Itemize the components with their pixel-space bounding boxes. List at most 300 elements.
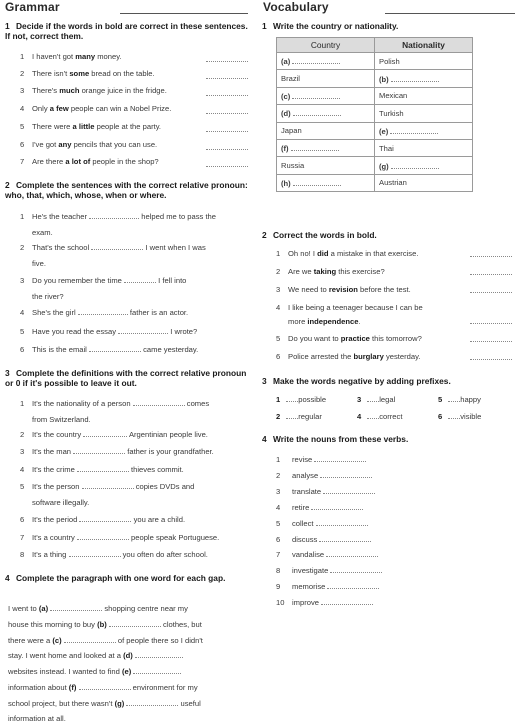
item-text: I wrote?	[168, 327, 198, 336]
item-number: 4	[20, 308, 25, 317]
item-text: people speak Portuguese.	[128, 533, 220, 542]
grammar-title: Grammar	[5, 0, 60, 14]
item-bold-word: taking	[313, 267, 337, 276]
answer-blank[interactable]	[391, 161, 439, 169]
cell-text: (e)	[379, 126, 389, 136]
item-text: She's the girl	[32, 308, 78, 317]
item-bold-word: any	[58, 140, 72, 149]
item-word: improve	[292, 598, 322, 608]
item-number: 2	[20, 69, 25, 78]
grammar-ex2-item	[20, 305, 252, 321]
item-bold-word: did	[317, 249, 329, 258]
table-row	[277, 139, 473, 156]
grammar-ex2-item	[20, 324, 252, 340]
paragraph-line	[8, 714, 66, 723]
answer-blank[interactable]	[367, 411, 379, 419]
item-text: We need to	[288, 285, 329, 294]
item-text: copies DVDs and	[133, 482, 195, 491]
answer-blank[interactable]	[323, 486, 375, 494]
item-number: 5	[276, 518, 281, 528]
prefix-item	[276, 394, 326, 404]
gap-letter: (a)	[38, 604, 49, 613]
item-word: vandalise	[292, 550, 327, 560]
answer-blank[interactable]	[73, 446, 125, 454]
item-number: 7	[20, 533, 25, 542]
item-text: Police arrested the	[288, 352, 354, 361]
item-text: There isn't	[32, 69, 70, 78]
item-text: father is your grandfather.	[125, 447, 214, 456]
item-text: more	[288, 317, 308, 326]
item-number: 4	[276, 303, 281, 312]
answer-blank[interactable]	[327, 581, 379, 589]
grammar-ex1-item	[20, 69, 155, 78]
answer-blank[interactable]	[286, 411, 298, 419]
gap-letter: (b)	[97, 619, 107, 629]
item-text: orange juice in the fridge.	[79, 86, 167, 95]
item-number: 7	[276, 550, 281, 560]
answer-blank[interactable]	[89, 344, 141, 352]
col-header-country: Country	[277, 38, 375, 53]
item-word: analyse	[292, 470, 321, 480]
item-word: visible	[460, 412, 482, 421]
item-bold-word: some	[69, 69, 90, 78]
vocab-ex2-item	[276, 283, 466, 297]
answer-blank[interactable]	[206, 148, 248, 150]
table-cell-nationality	[375, 174, 473, 191]
answer-blank[interactable]	[470, 291, 512, 293]
item-word: correct	[379, 412, 403, 421]
item-number: 6	[276, 352, 281, 361]
item-number: 2	[20, 243, 25, 252]
answer-blank[interactable]	[291, 143, 339, 151]
noun-item	[276, 534, 371, 544]
answer-blank[interactable]	[64, 635, 116, 643]
grammar-ex1-item	[20, 122, 161, 131]
item-text: It's the period	[32, 515, 80, 524]
answer-blank[interactable]	[118, 326, 168, 334]
paragraph-text: there were a	[8, 635, 53, 645]
item-number: 1	[20, 399, 25, 408]
item-text: helped me to pass the	[139, 212, 217, 221]
item-number: 5	[20, 327, 25, 336]
item-text: people at the party.	[94, 122, 162, 131]
item-text: Oh no! I	[288, 249, 318, 258]
item-text: It's the country	[32, 430, 84, 439]
item-number: 3	[276, 285, 281, 294]
answer-blank[interactable]	[69, 549, 121, 557]
noun-item	[276, 502, 363, 512]
item-text: He's the teacher	[32, 212, 90, 221]
table-cell-nationality	[375, 70, 473, 87]
answer-blank[interactable]	[79, 514, 131, 522]
grammar-ex3-item	[20, 427, 252, 443]
paragraph-text: environment for my	[130, 683, 198, 692]
vocabulary-title-rule	[385, 13, 515, 14]
table-cell-nationality	[375, 122, 473, 139]
item-text: came yesterday.	[140, 345, 199, 354]
answer-blank[interactable]	[206, 60, 248, 62]
answer-blank[interactable]	[206, 165, 248, 167]
cell-text: (f)	[281, 144, 289, 154]
item-text: comes	[184, 399, 210, 408]
grammar-ex2-heading: 2 Complete the sentences with the correct relative pronoun: who, that, which, whose, when or where.	[5, 180, 248, 200]
noun-item	[276, 549, 378, 559]
paragraph-text: stay. I went home and looked at a	[8, 651, 124, 661]
table-cell-country	[277, 122, 375, 139]
item-number: 4	[357, 412, 362, 421]
item-text: before the test.	[357, 285, 411, 294]
answer-blank[interactable]	[79, 682, 131, 690]
item-number: 9	[276, 582, 281, 592]
noun-item	[276, 597, 373, 607]
answer-blank[interactable]	[320, 470, 372, 478]
item-number: 10	[276, 598, 285, 608]
answer-blank[interactable]	[470, 358, 512, 360]
paragraph-line	[8, 682, 198, 692]
table-row	[277, 174, 473, 191]
paragraph-text: of people there so I didn't	[115, 635, 203, 645]
grammar-ex1-item	[20, 52, 122, 61]
answer-blank[interactable]	[83, 429, 127, 437]
item-text: thieves commit.	[128, 465, 184, 474]
answer-blank[interactable]	[292, 56, 340, 64]
answer-blank[interactable]	[206, 77, 248, 79]
item-text: There's	[32, 86, 60, 95]
item-number: 1	[20, 212, 25, 221]
item-text: It's the person	[32, 482, 82, 491]
prefix-item	[438, 411, 481, 421]
grammar-ex3-item	[20, 462, 252, 478]
gap-letter: (d)	[123, 651, 133, 661]
vocab-ex2-item: 4 I like being a teenager because I can be more independence.	[276, 303, 423, 326]
item-number: 2	[276, 267, 281, 276]
cell-text: (b)	[379, 74, 389, 84]
grammar-title-rule	[120, 13, 248, 14]
item-text: I like being a teenager because I can be	[288, 303, 423, 312]
cell-text: Japan	[281, 126, 302, 136]
answer-blank[interactable]	[124, 275, 156, 283]
answer-blank[interactable]	[135, 650, 183, 658]
answer-blank[interactable]	[470, 340, 512, 342]
noun-item	[276, 518, 368, 528]
item-text: you often do after school.	[120, 550, 208, 559]
item-text: Have you read the essay	[32, 327, 119, 336]
item-bold-word: practice	[340, 334, 370, 343]
item-number: 4	[20, 104, 25, 113]
item-number: 6	[20, 140, 25, 149]
grammar-ex1-item	[20, 86, 167, 95]
gap-letter: (e)	[121, 667, 132, 677]
item-text: It's a country	[32, 533, 77, 542]
noun-item	[276, 565, 382, 575]
item-text: Are we	[288, 267, 314, 276]
paragraph-text: useful	[178, 698, 201, 708]
answer-blank[interactable]	[470, 273, 512, 275]
paragraph-text: information about	[8, 683, 69, 692]
answer-blank[interactable]	[470, 322, 512, 324]
item-text: Are there	[32, 157, 66, 166]
answer-blank[interactable]	[316, 518, 368, 526]
paragraph-text: house this morning to buy	[8, 619, 98, 629]
item-text: It's a thing	[32, 550, 69, 559]
item-text: yesterday.	[383, 352, 421, 361]
item-word: memorise	[292, 582, 328, 592]
item-text: It's the nationality of a person	[32, 399, 133, 408]
paragraph-text: shopping centre near my	[102, 604, 188, 613]
grammar-ex3-item	[20, 444, 252, 460]
grammar-ex3-item	[20, 530, 252, 546]
gap-letter: (c)	[52, 635, 62, 645]
paragraph-line	[8, 635, 203, 645]
grammar-ex2-item	[20, 209, 252, 241]
item-number: 3	[276, 486, 281, 496]
item-number: 3	[20, 447, 25, 456]
vocab-ex2-item	[276, 332, 466, 346]
grammar-ex3-item	[20, 512, 252, 528]
item-number: 2	[276, 470, 281, 480]
answer-blank[interactable]	[77, 532, 129, 540]
answer-blank[interactable]	[292, 91, 340, 99]
item-number: 6	[276, 534, 281, 544]
item-bold-word: revision	[328, 285, 358, 294]
item-number: 6	[20, 345, 25, 354]
answer-blank[interactable]	[89, 211, 139, 219]
answer-blank[interactable]	[390, 126, 438, 134]
cell-text: Polish	[379, 56, 400, 66]
col-header-nationality: Nationality	[375, 38, 473, 53]
item-text: It's the crime	[32, 465, 77, 474]
noun-item	[276, 470, 372, 480]
item-word: retire	[292, 502, 312, 512]
vocab-ex1-heading: 1 Write the country or nationality.	[262, 21, 399, 31]
item-number: 4	[276, 502, 281, 512]
answer-blank[interactable]	[330, 565, 382, 573]
table-cell-country	[277, 87, 375, 104]
answer-blank[interactable]	[293, 178, 341, 186]
cell-text: Thai	[379, 143, 394, 153]
table-row	[277, 70, 473, 87]
answer-blank[interactable]	[109, 619, 161, 627]
answer-blank[interactable]	[314, 454, 366, 462]
vocab-ex2-heading: 2 Correct the words in bold.	[262, 230, 377, 240]
grammar-ex2-item	[20, 240, 252, 272]
answer-blank[interactable]	[78, 307, 128, 315]
prefix-item	[276, 411, 322, 421]
item-text: I fell into	[156, 276, 187, 285]
answer-blank[interactable]	[293, 108, 341, 116]
grammar-ex3-heading: 3 Complete the definitions with the correct relative pronoun or 0 if it's possible to leave it out.	[5, 368, 247, 388]
grammar-ex2-item	[20, 273, 252, 305]
item-text: I haven't got	[32, 52, 76, 61]
cell-text: (c)	[281, 91, 291, 101]
item-number: 6	[438, 412, 443, 421]
item-text: exam.	[32, 228, 53, 237]
item-text: five.	[32, 259, 46, 268]
vocab-ex2-item	[276, 350, 466, 364]
answer-blank[interactable]	[311, 502, 363, 510]
cell-text: Mexican	[379, 91, 408, 101]
item-text: Do you want to	[288, 334, 341, 343]
item-text: There were	[32, 122, 73, 131]
answer-blank[interactable]	[367, 394, 379, 402]
item-text: Do you remember the time	[32, 276, 125, 285]
item-text: I've got	[32, 140, 59, 149]
item-text: I went when I was	[143, 243, 206, 252]
item-text: Only	[32, 104, 50, 113]
table-cell-nationality	[375, 157, 473, 174]
table-cell-nationality	[375, 105, 473, 122]
answer-blank[interactable]	[321, 597, 373, 605]
answer-blank[interactable]	[206, 112, 248, 114]
item-text: bread on the table.	[89, 69, 155, 78]
item-number: 1	[276, 455, 281, 464]
cell-text: Austrian	[379, 178, 407, 188]
cell-text: (a)	[281, 57, 291, 67]
table-row	[277, 157, 473, 174]
cell-text: Russia	[281, 161, 305, 171]
table-cell-country	[277, 139, 375, 156]
item-text: father is an actor.	[127, 308, 189, 317]
item-text: This is the email	[32, 345, 89, 354]
answer-blank[interactable]	[206, 94, 248, 96]
item-text: you are a child.	[131, 515, 186, 524]
answer-blank[interactable]	[319, 534, 371, 542]
paragraph-text: information at all.	[8, 713, 66, 723]
item-text: That's the school	[32, 243, 92, 252]
cell-text: Turkish	[379, 108, 404, 118]
prefix-item	[438, 394, 481, 404]
item-number: 6	[20, 515, 25, 524]
item-word: happy	[460, 395, 481, 404]
item-number: 3	[357, 395, 362, 404]
prefix-item	[357, 411, 402, 421]
paragraph-line	[8, 603, 188, 613]
item-text: from Switzerland.	[32, 415, 91, 424]
vocab-ex2-item	[276, 247, 466, 261]
item-text: money.	[95, 52, 122, 61]
item-number: 5	[276, 334, 281, 343]
item-number: 1	[276, 395, 281, 404]
answer-blank[interactable]	[326, 549, 378, 557]
item-text: this tomorrow?	[369, 334, 422, 343]
paragraph-line	[8, 666, 181, 676]
noun-item	[276, 581, 379, 591]
table-cell-nationality	[375, 139, 473, 156]
table-cell-country	[277, 157, 375, 174]
nationality-table	[276, 37, 473, 192]
paragraph-line	[8, 650, 183, 660]
item-number: 5	[438, 395, 443, 404]
item-text: software illegally.	[32, 498, 90, 507]
item-number: 3	[20, 86, 25, 95]
item-number: 2	[20, 430, 25, 439]
item-text: this exercise?	[336, 267, 385, 276]
item-text: a mistake in that exercise.	[328, 249, 419, 258]
item-number: 1	[276, 249, 281, 258]
item-text: Argentinian people live.	[127, 430, 208, 439]
gap-letter: (g)	[114, 698, 125, 708]
grammar-ex3-item	[20, 547, 252, 563]
answer-blank[interactable]	[448, 394, 460, 402]
table-cell-nationality	[375, 87, 473, 104]
item-word: revise	[292, 455, 315, 464]
answer-blank[interactable]	[286, 394, 298, 402]
item-number: 8	[20, 550, 25, 559]
table-row	[277, 87, 473, 104]
vocab-ex2-item	[276, 265, 466, 279]
answer-blank[interactable]	[126, 698, 178, 706]
item-bold-word: independence	[307, 317, 359, 326]
paragraph-line	[8, 698, 201, 708]
item-number: 5	[20, 122, 25, 131]
item-number: 4	[20, 465, 25, 474]
item-bold-word: much	[59, 86, 80, 95]
item-number: 1	[20, 52, 25, 61]
paragraph-line	[8, 619, 202, 629]
paragraph-text: websites instead. I wanted to find	[8, 667, 122, 677]
answer-blank[interactable]	[470, 255, 512, 257]
cell-text: (d)	[281, 109, 291, 119]
grammar-ex1-item	[20, 104, 171, 113]
item-text: the river?	[32, 292, 64, 301]
item-number: 7	[20, 157, 25, 166]
cell-text: (h)	[281, 178, 291, 188]
item-word: collect	[292, 518, 316, 528]
table-cell-country	[277, 174, 375, 191]
vocabulary-title: Vocabulary	[263, 0, 329, 14]
paragraph-text: I went to	[8, 604, 39, 613]
item-text: It's the man	[32, 447, 74, 456]
answer-blank[interactable]	[133, 398, 185, 406]
table-cell-nationality	[375, 53, 473, 70]
grammar-ex1-item	[20, 140, 157, 149]
paragraph-text: school project, but there wasn't	[8, 698, 115, 708]
noun-item	[276, 486, 375, 496]
answer-blank[interactable]	[91, 242, 143, 250]
grammar-ex1-heading: 1 Decide if the words in bold are correct in these sentences. If not, correct them.	[5, 21, 248, 41]
item-number: 2	[276, 412, 281, 421]
item-text: people can win a Nobel Prize.	[68, 104, 172, 113]
item-word: possible	[298, 395, 327, 404]
noun-item	[276, 454, 366, 464]
table-row	[277, 122, 473, 139]
answer-blank[interactable]	[82, 481, 134, 489]
answer-blank[interactable]	[448, 411, 460, 419]
item-word: regular	[298, 412, 322, 421]
table-cell-country	[277, 105, 375, 122]
item-bold-word: burglary	[353, 352, 384, 361]
paragraph-text: clothes, but	[160, 619, 202, 629]
item-number: 5	[20, 482, 25, 491]
gap-letter: (f)	[68, 683, 77, 692]
item-number: 3	[20, 276, 25, 285]
answer-blank[interactable]	[133, 666, 181, 674]
item-bold-word: a few	[49, 104, 69, 113]
answer-blank[interactable]	[77, 464, 129, 472]
vocab-ex4-heading: 4 Write the nouns from these verbs.	[262, 434, 409, 444]
answer-blank[interactable]	[206, 130, 248, 132]
answer-blank[interactable]	[50, 603, 102, 611]
answer-blank[interactable]	[391, 74, 439, 82]
vocab-ex3-heading: 3 Make the words negative by adding prefixes.	[262, 376, 451, 386]
item-text: pencils that you can use.	[71, 140, 158, 149]
grammar-ex1-item	[20, 157, 159, 166]
item-bold-word: a little	[72, 122, 95, 131]
grammar-ex4-heading: 4 Complete the paragraph with one word for each gap.	[5, 573, 226, 583]
grammar-ex3-item	[20, 479, 252, 511]
item-word: discuss	[292, 534, 320, 544]
cell-text: (g)	[379, 161, 389, 171]
